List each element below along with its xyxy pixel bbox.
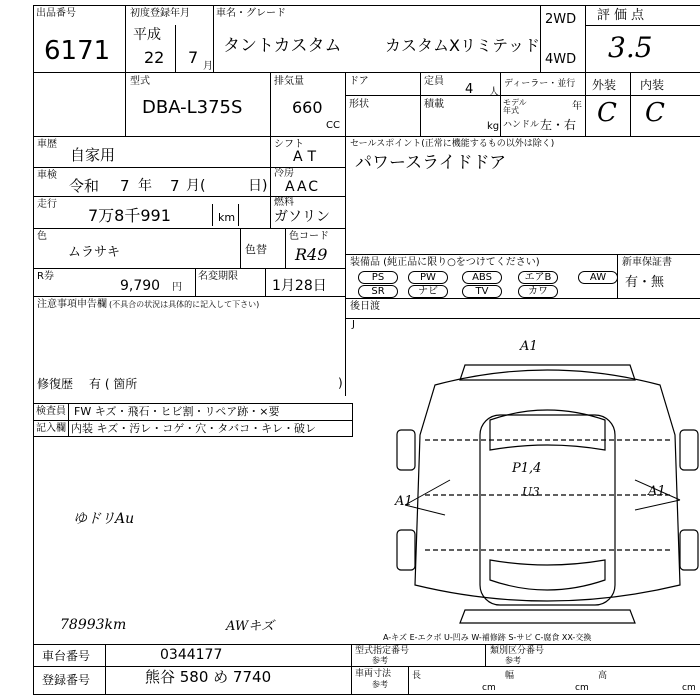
model-year-label: モデル年式 [503,98,527,115]
damage-mark-u: U3 [522,485,540,499]
first-reg-label: 初度登録年月 [130,8,190,19]
chassis-label: 車台番号 [42,649,91,663]
displacement-label: 排気量 [274,76,304,87]
history-label: 車歴 [37,139,57,150]
model-year-unit: 年 [572,101,582,112]
damage-mark-top: A1 [520,339,538,354]
inspection-label: 車検 [37,170,57,181]
dims-width: 幅 [505,671,515,681]
inspection-day-unit: 日) [248,178,268,194]
equipment-item: AW [578,271,618,284]
color-value: ムラサキ [68,245,121,260]
exterior-grade: C [597,98,617,128]
exterior-label: 外装 [592,78,617,92]
model-name: タントカスタム [223,36,342,56]
aircon-label: 冷房 [274,168,294,179]
fuel-value: ガソリン [274,209,330,225]
chassis-value: 0344177 [160,647,223,663]
inspection-month-unit: 月( [186,178,206,194]
load-unit: kg [487,121,500,132]
inspection-era: 令和 [69,177,100,195]
checker-label-2: 記入欄 [36,423,66,434]
color-label: 色 [37,231,47,242]
first-reg-month: 7 [188,48,199,67]
drive-2wd: 2WD [545,12,577,27]
load-label: 積載 [424,99,444,110]
damage-legend: A-キズ E-エクボ U-凹み W-補修跡 S-サビ C-腐食 XX-交換 [383,633,592,642]
damage-mark-right: A1 [648,484,666,499]
model-type-value: DBA-L375S [142,97,243,118]
mileage-label: 走行 [37,199,57,210]
recycle-unit: 円 [172,282,182,293]
tax-value: 1月28日 [272,278,327,294]
handwritten-odometer: 78993km [60,617,127,633]
handwritten-note: ゆドリAu [73,511,135,527]
equipment-item: PS [358,271,398,284]
equipment-item: ナビ [408,285,448,298]
equipment-item: SR [358,285,398,298]
dims-length: 長 [412,671,422,681]
dims-height: 高 [598,671,608,681]
recycle-value: 9,790 [120,278,161,294]
fuel-label: 燃料 [274,197,294,208]
history-value: 自家用 [70,146,116,164]
first-reg-era: 平成 [133,27,161,43]
inspection-year: 7 [120,177,130,195]
equipment-item: TV [462,285,502,298]
lot-label: 出品番号 [36,8,76,19]
dims-width-unit: cm [575,683,589,693]
checker-label-1: 検査員 [36,406,66,417]
mileage-value: 7万8千991 [88,206,171,225]
designation-label: 型式指定番号 [355,646,410,656]
capacity-unit: 人 [489,87,499,98]
selling-label: セールスポイント(正常に機能するもの以外は除く) [350,139,555,149]
notes-label: 注意事項申告欄 [37,299,107,310]
rear-mark: J [352,319,355,330]
doors-label: ドア [349,76,369,87]
checker-row-1: FW キズ・飛石・ヒビ割・リペア跡・×要 [74,405,280,418]
first-reg-month-unit: 月 [203,61,213,72]
designation-sub: 参考 [372,656,388,665]
handwritten-aw-note: AWキズ [226,619,274,634]
color-code-value: R49 [295,245,328,264]
damage-mark-p: P1,4 [512,461,542,476]
plate-label: 登録番号 [42,673,91,687]
score-value: 3.5 [608,31,653,64]
shape-label: 形状 [349,99,369,110]
warranty-value: 有・無 [625,275,665,290]
grade-name: カスタムXリミテッド [385,36,540,55]
notes-sub: (不具合の状況は具体的に記入して下さい) [109,300,260,309]
repaint-label: 色替 [245,243,267,256]
tax-label: 名変期限 [198,271,238,282]
first-reg-year: 22 [144,48,165,67]
displacement-value: 660 [292,98,323,117]
recycle-label: R券 [37,271,54,282]
handle-label: ハンドル [503,120,540,130]
warranty-label: 新車保証書 [622,257,672,268]
rear-label: 後日渡 [350,301,380,312]
repair-value: 有 ( 箇所 [89,377,138,391]
shift-label: シフト [274,139,304,150]
class-label: 類別区分番号 [490,646,545,656]
capacity-label: 定員 [424,76,444,87]
dims-length-unit: cm [482,683,496,693]
interior-grade: C [645,98,665,128]
mileage-unit: km [218,211,236,224]
plate-value: 熊谷 580 め 7740 [145,668,272,686]
equipment-item: ABS [462,271,502,284]
drive-4wd: 4WD [545,52,577,67]
capacity-value: 4 [465,82,474,97]
equipment-item: PW [408,271,448,284]
name-label: 車名・グレード [216,8,286,19]
equipment-label: 装備品 (純正品に限り○をつけてください) [350,257,540,268]
lot-number: 6171 [44,36,111,66]
damage-mark-left: A1 [395,494,413,509]
class-sub: 参考 [505,656,521,665]
dims-sub: 参考 [372,680,388,689]
shift-value: AT [293,149,323,165]
equipment-item: エアB [518,271,558,284]
aircon-value: AAC [285,179,321,195]
inspection-month: 7 [170,177,180,195]
repair-label: 修復歴 [37,377,74,391]
dealer-label: ディーラー・並行 [504,79,576,89]
score-label: 評価点 [597,8,649,23]
color-code-label: 色コード [289,231,329,242]
model-type-label: 型式 [130,76,150,87]
interior-label: 内装 [640,78,665,92]
dims-label: 車両寸法 [355,669,392,679]
repair-close: ) [338,376,343,390]
checker-row-2: 内装 キズ・汚レ・コゲ・穴・タバコ・キレ・破レ [71,422,317,435]
dims-height-unit: cm [682,683,696,693]
equipment-item: カワ [518,285,558,298]
displacement-unit: CC [326,120,340,131]
handle-value: 左・右 [540,118,577,132]
selling-value: パワースライドドア [355,153,507,173]
inspection-year-unit: 年 [138,178,152,194]
